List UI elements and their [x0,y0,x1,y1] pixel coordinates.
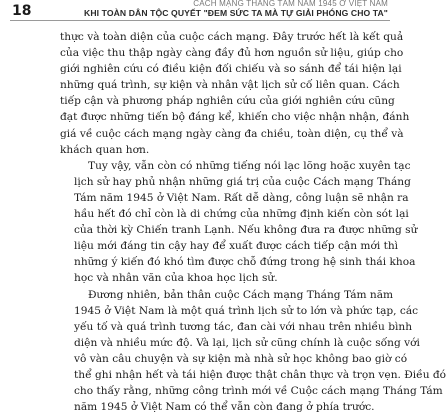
page-number: 18 [12,3,31,19]
text-line: giới nghiên cứu có điều kiện đối chiếu và so sánh để tái hiện lại [60,61,342,77]
text-line: hầu hết đó chỉ còn là di chứng của những định kiến còn sót lại [60,206,342,222]
text-line: của việc thu thập ngày càng đầy đủ hơn nguồn sử liệu, giúp cho [60,45,342,61]
text-line: Tuy vậy, vẫn còn có những tiếng nói lạc lõng hoặc xuyên tạc [60,158,342,174]
header-rule [10,20,390,21]
body-text [60,29,342,415]
text-line: lịch sử hay phủ nhận những giá trị của cuộc Cách mạng Tháng [60,174,342,190]
text-line: diện và nhiều mức độ. Và lại, lịch sử cũng chính là cuộc sống với [60,335,342,351]
text-line: của thời kỳ Chiến tranh Lạnh. Nếu không đưa ra được những sử [60,222,342,238]
text-line: liệu mới đáng tin cậy hay để xuất được cách tiếp cận mới thì [60,238,342,254]
text-line: những ý kiến đó khó tìm được chỗ đứng trong hệ sinh thái khoa [60,254,342,270]
text-line: 1945 ở Việt Nam là một quá trình lịch sử to lớn và phức tạp, các [60,303,342,319]
paragraph [60,287,342,415]
text-line: học và nhân văn của khoa học lịch sử. [60,270,342,286]
text-line: năm 1945 ở Việt Nam có thể vẫn còn đang ở phía trước. [60,399,342,415]
text-line: thể ghi nhận hết và tái hiện được thật chân thực và trọn vẹn. Điều đó [60,367,342,383]
text-line: Đương nhiên, bản thân cuộc Cách mạng Tháng Tám năm [60,287,342,303]
text-line: vô vàn câu chuyện và sự kiện mà nhà sử học không bao giờ có [60,351,342,367]
text-line: thực và toàn diện của cuộc cách mạng. Đây trước hết là kết quả [60,29,342,45]
text-line: Tám năm 1945 ở Việt Nam. Rất dễ dàng, công luận sẽ nhận ra [60,190,342,206]
page-header [0,0,400,24]
paragraph [60,158,342,287]
text-line: khách quan hơn. [60,142,342,158]
paragraph [60,29,342,158]
text-line: cho thấy rằng, những công trình mới về Cuộc cách mạng Tháng Tám [60,383,342,399]
text-line: giá về cuộc cách mạng ngày càng đa chiều, toàn diện, cụ thể và [60,126,342,142]
running-header-title: KHI TOÀN DÂN TỘC QUYẾT "ĐEM SỨC TA MÀ TỰ GIẢI PHÓNG CHO TA" [60,8,388,18]
text-line: tiếp cận và phương pháp nghiên cứu của giới nghiên cứu cũng [60,93,342,109]
text-line: những quá trình, sự kiện và nhân vật lịch sử cố liên quan. Cách [60,77,342,93]
text-line: đạt được những tiến bộ đáng kể, khiến cho việc nhận nhận, đánh [60,109,342,125]
running-header-top: CÁCH MẠNG THÁNG TÁM NĂM 1945 Ở VIỆT NAM [60,0,388,8]
text-line: yếu tố và quá trình tương tác, đan cài với nhau trên nhiều bình [60,319,342,335]
